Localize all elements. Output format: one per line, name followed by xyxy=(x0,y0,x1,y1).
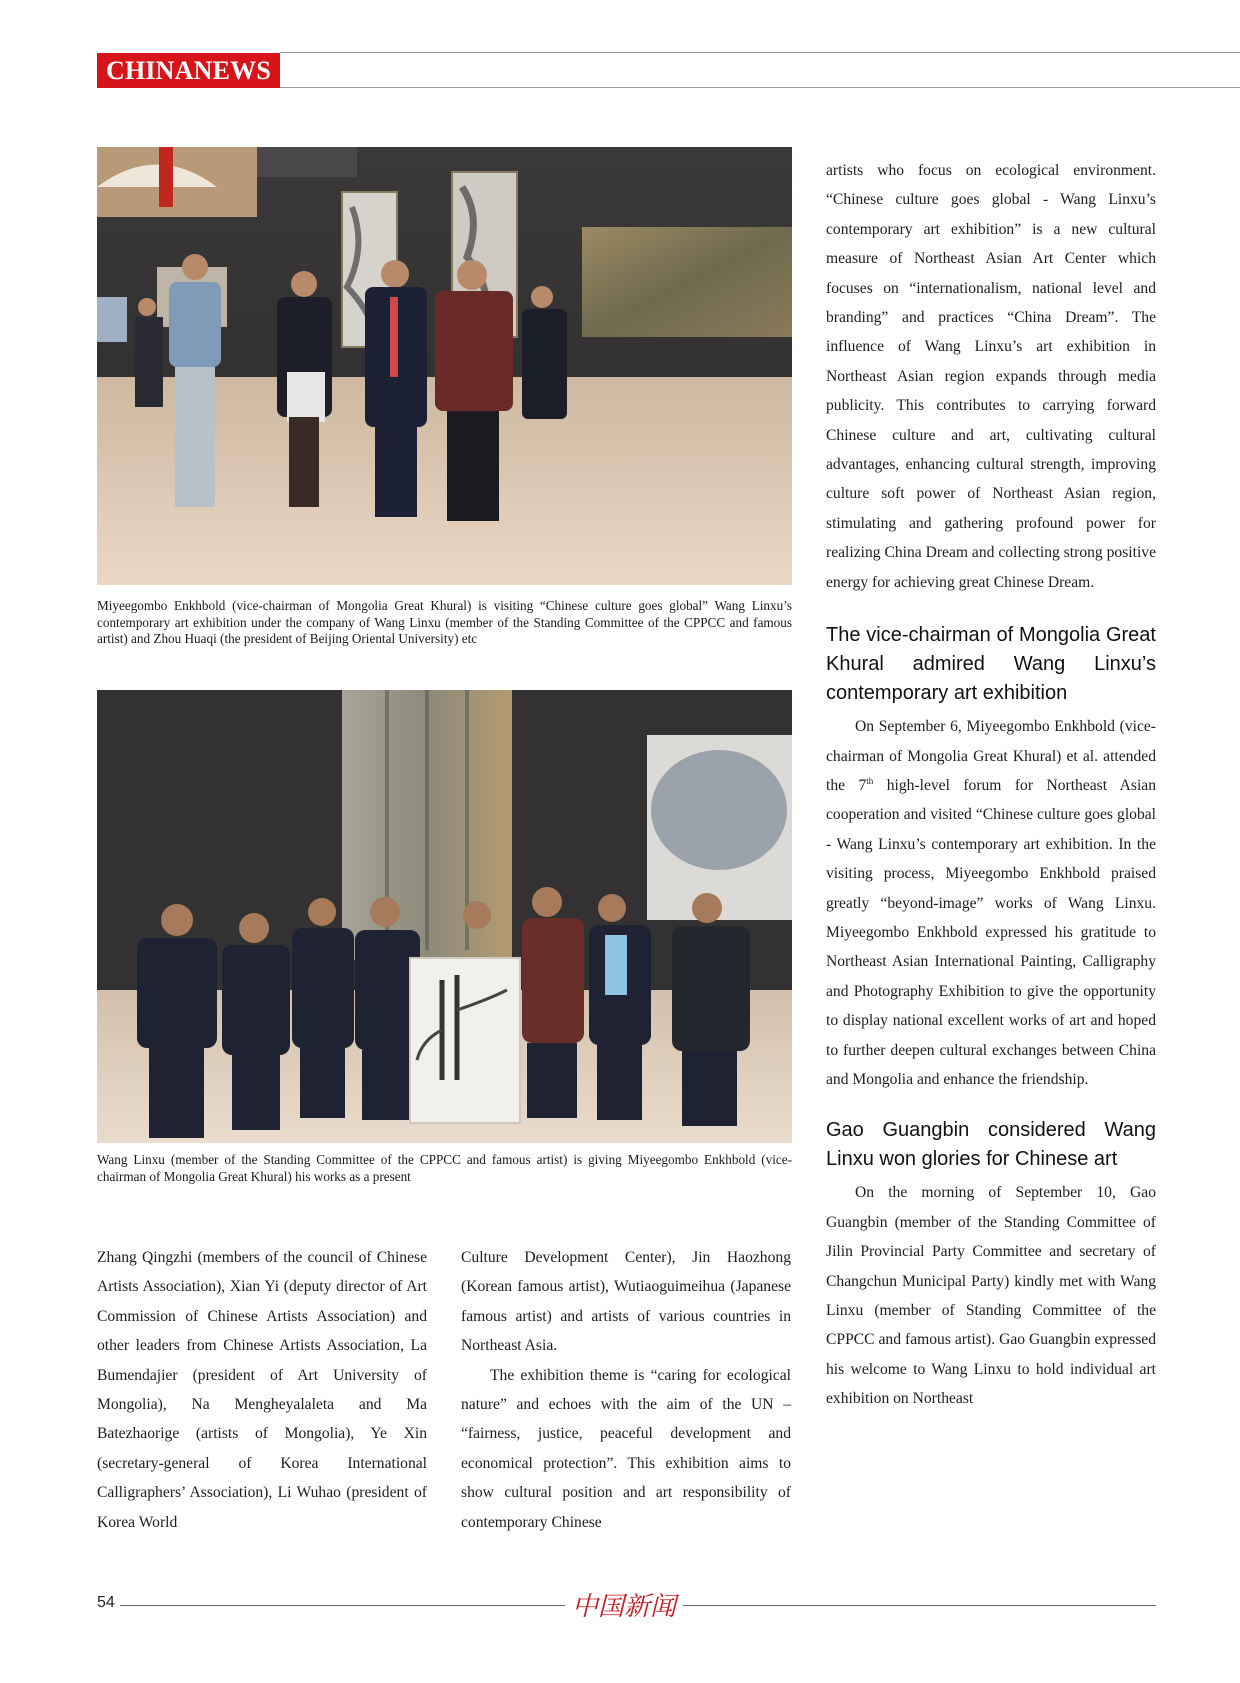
photo-exhibition-visit-image xyxy=(97,147,792,585)
page-number: 54 xyxy=(97,1594,115,1611)
photo-gift-presentation xyxy=(97,690,792,1143)
header-rule-top xyxy=(280,52,1240,53)
photo-exhibition-visit xyxy=(97,147,792,585)
article-text: high-level forum for Northeast Asian cooperation and visited “Chinese culture goes global - Wang Linxu’s contemporary art exhibition. In the visiting process, Miyeegombo Enkhbold praised greatly “beyond-image” works of Wang Linxu. Miyeegombo Enkhbold expressed his gratitude to Northeast Asian International Painting, Calligraphy and Photography Exhibition to give the opportunity to display national excellent works of art and hoped to further deepen cultural exchanges between China and Mongolia and enhance the friendship. xyxy=(826,776,1156,1088)
article-paragraph: On the morning of September 10, Gao Guangbin (member of the Standing Committee of Jilin Provincial Party Committee and secretary of Changchun Municipal Party) kindly met with Wang Linxu (member of Standing Committee of the CPPCC and famous artist). Gao Guangbin expressed his welcome to Wang Linxu to hold individual art exhibition on Northeast xyxy=(826,1184,1156,1408)
masthead-logo: CHINANEWS xyxy=(97,53,280,88)
article-paragraph: Culture Development Center), Jin Haozhong (Korean famous artist), Wutiaoguimeihua (Japanese famous artist) and artists of various countries in Northeast Asia. xyxy=(461,1249,791,1355)
photo-caption-2: Wang Linxu (member of the Standing Committee of the CPPCC and famous artist) is giving Miyeegombo Enkhbold (vice-chairman of Mongolia Great Khural) his works as a present xyxy=(97,1152,792,1184)
footer-logo-text: 中国新闻 xyxy=(571,1592,677,1622)
article-column-right-top xyxy=(826,156,1156,597)
footer-calligraphy-logo xyxy=(568,1588,680,1622)
footer-rule-right xyxy=(683,1605,1156,1606)
article-column-left xyxy=(97,1243,427,1537)
article-column-right xyxy=(826,156,1156,1414)
article-column-right-section1 xyxy=(826,712,1156,1094)
section-heading-gao-guangbin: Gao Guangbin considered Wang Linxu won glories for Chinese art xyxy=(826,1119,1156,1171)
article-paragraph: artists who focus on ecological environment. “Chinese culture goes global - Wang Linxu’s contemporary art exhibition” is a new cultural measure of Northeast Asian Art Center which focuses on “internationalism, national level and branding” and practices “China Dream”. The influence of Wang Linxu’s art exhibition in Northeast Asian region expands through media publicity. This contributes to carrying forward Chinese culture and art, cultivating cultural advantages, enhancing cultural strength, improving culture soft power of Northeast Asian region, stimulating and gathering profound power for realizing China Dream and collecting strong positive energy for achieving great Chinese Dream. xyxy=(826,162,1156,591)
article-paragraph: The exhibition theme is “caring for ecological nature” and echoes with the aim of the UN – “fairness, justice, peaceful development and economical protection”. This exhibition aims to show cultural position and art responsibility of contemporary Chinese xyxy=(461,1366,791,1531)
section-heading-vice-chairman: The vice-chairman of Mongolia Great Khural admired Wang Linxu’s contemporary art exhibition xyxy=(826,624,1156,705)
article-paragraph: Zhang Qingzhi (members of the council of Chinese Artists Association), Xian Yi (deputy director of Art Commission of Chinese Artists Association) and other leaders from Chinese Artists Association, La Bumendajier (president of Art University of Mongolia), Na Mengheyalaleta and Ma Batezhaorige (artists of Mongolia), Ye Xin (secretary-general of Korea International Calligraphers’ Association), Li Wuhao (president of Korea World xyxy=(97,1249,427,1531)
footer-rule-left xyxy=(120,1605,565,1606)
photo-gift-presentation-image xyxy=(97,690,792,1143)
article-text: On September 6, Miyeegombo Enkhbold (vice-chairman of Mongolia Great Khural) et al. attended the 7 xyxy=(826,718,1156,794)
header-rule-bottom xyxy=(280,87,1240,88)
article-paragraph xyxy=(826,712,1156,1094)
photo-caption-1: Miyeegombo Enkhbold (vice-chairman of Mongolia Great Khural) is visiting “Chinese culture goes global” Wang Linxu’s contemporary art exhibition under the company of Wang Linxu (member of the Standing Committee of the CPPCC and famous artist) and Zhou Huaqi (the president of Beijing Oriental University) etc xyxy=(97,598,792,646)
ordinal-suffix: th xyxy=(866,775,874,786)
article-column-middle xyxy=(461,1243,791,1537)
article-column-right-section2 xyxy=(826,1178,1156,1413)
